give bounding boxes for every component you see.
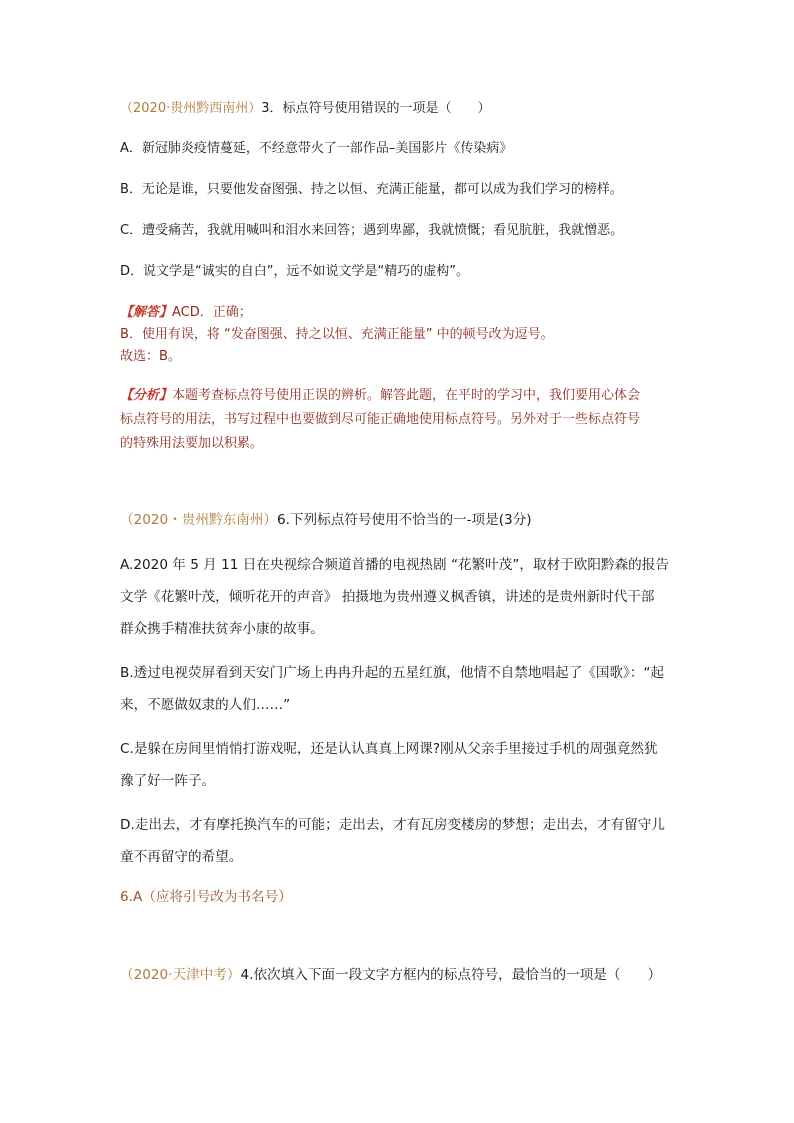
q6-stem: 6.下列标点符号使用不恰当的一-项是(3分) bbox=[276, 512, 532, 528]
q4-header bbox=[120, 966, 661, 984]
q6-option-b-line-2: 来，不愿做奴隶的人们……” bbox=[120, 697, 291, 713]
q3-option-d: D．说文学是“诚实的自白”，远不如说文学是“精巧的虚构”。 bbox=[120, 264, 469, 279]
q3-answer-line-1: 【解答】ACD．正确； bbox=[120, 305, 252, 320]
q6-header bbox=[120, 511, 532, 529]
q6-option-a-line-1: A.2020 年 5 月 11 日在央视综合频道首播的电视热剧 “花繁叶茂”，取材于欧阳黔森的报告 bbox=[120, 557, 669, 573]
q3-analysis-line-3: 的特殊用法要加以积累。 bbox=[120, 436, 264, 451]
q3-option-c: C．遭受痛苦，我就用喊叫和泪水来回答；遇到卑鄙，我就愤慨；看见肮脏，我就憎恶。 bbox=[120, 223, 624, 238]
q6-option-d-line-1: D.走出去，才有摩托换汽车的可能；走出去，才有瓦房变楼房的梦想；走出去，才有留守儿 bbox=[120, 817, 665, 833]
q4-source: （2020·天津中考） bbox=[120, 967, 241, 983]
q3-source: （2020·贵州黔西南州） bbox=[120, 101, 262, 116]
q6-option-b-line-1: B.透过电视荧屏看到天安门广场上冉冉升起的五星红旗，他情不自禁地唱起了《国歌》：“起 bbox=[120, 665, 665, 681]
q3-option-b: B．无论是谁，只要他发奋图强、持之以恒、充满正能量，都可以成为我们学习的榜样。 bbox=[120, 182, 623, 197]
q6-option-d-line-2: 童不再留守的希望。 bbox=[120, 849, 243, 865]
q6-option-c-line-1: C.是躲在房间里悄悄打游戏呢，还是认认真真上网课?刚从父亲手里接过手机的周强竟然犹 bbox=[120, 741, 658, 757]
q6-option-c-line-2: 豫了好一阵子。 bbox=[120, 773, 216, 789]
q3-answer-line-3: 故选：B。 bbox=[120, 349, 181, 364]
q6-source: （2020・贵州黔东南州） bbox=[120, 512, 277, 528]
q3-analysis-line-1: 【分析】本题考查标点符号使用正误的辨析。解答此题，在平时的学习中，我们要用心体会 bbox=[120, 388, 641, 403]
q4-stem: 4.依次填入下面一段文字方框内的标点符号，最恰当的一项是（ ） bbox=[240, 967, 662, 983]
q3-option-a: A．新冠肺炎疫情蔓延，不经意带火了一部作品–美国影片《传染病》 bbox=[120, 141, 513, 156]
q3-analysis-tag: 【分析】 bbox=[120, 388, 173, 403]
q3-answer-tag: 【解答】 bbox=[120, 305, 173, 320]
q3-stem: 3．标点符号使用错误的一项是（ ） bbox=[261, 101, 491, 116]
q6-answer: 6.A（应将引号改为书名号） bbox=[120, 889, 292, 905]
q6-option-a-line-3: 群众携手精准扶贫奔小康的故事。 bbox=[120, 621, 324, 637]
q3-answer-line-2: B．使用有误，将 “发奋图强、持之以恒、充满正能量” 中的顿号改为逗号。 bbox=[120, 327, 554, 342]
q3-header bbox=[120, 100, 491, 118]
q3-analysis-line-2: 标点符号的用法，书写过程中也要做到尽可能正确地使用标点符号。另外对于一些标点符号 bbox=[120, 412, 641, 427]
q6-option-a-line-2: 文学《花繁叶茂，倾听花开的声音》 拍摄地为贵州遵义枫香镇，讲述的是贵州新时代干部 bbox=[120, 589, 655, 605]
